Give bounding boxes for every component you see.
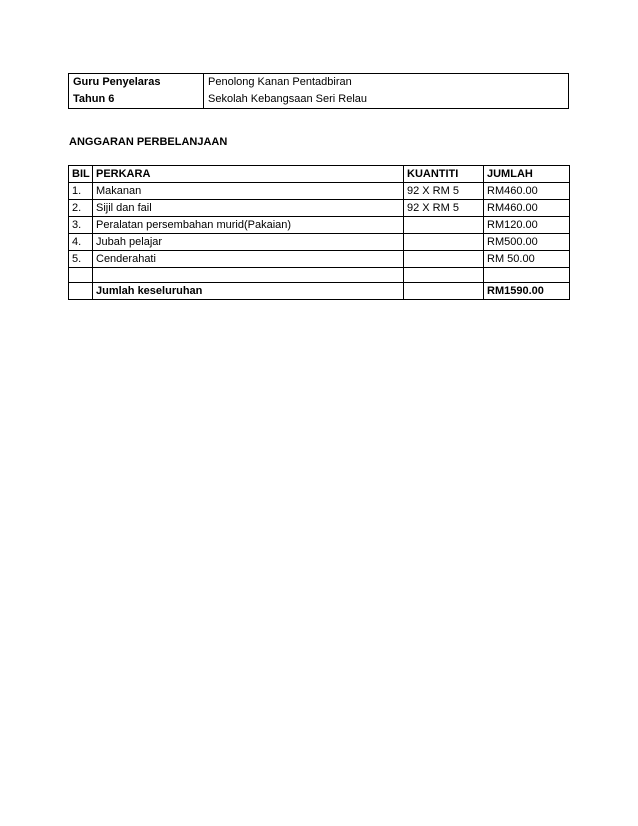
- table-row: [69, 251, 570, 268]
- cell-perkara: Peralatan persembahan murid(Pakaian): [93, 217, 404, 234]
- coordinator-year: Tahun 6: [73, 93, 115, 105]
- total-value: RM1590.00: [484, 283, 570, 300]
- column-header-perkara: PERKARA: [93, 166, 404, 183]
- blank-cell: [404, 283, 484, 300]
- blank-cell: [404, 268, 484, 283]
- cell-kuantiti: 92 X RM 5: [404, 183, 484, 200]
- cell-kuantiti: [404, 251, 484, 268]
- total-label: Jumlah keseluruhan: [93, 283, 404, 300]
- cell-bil: 3.: [69, 217, 93, 234]
- signatory-right-cell: [204, 74, 569, 109]
- column-header-jumlah: JUMLAH: [484, 166, 570, 183]
- cell-perkara: Sijil dan fail: [93, 200, 404, 217]
- cell-jumlah: RM120.00: [484, 217, 570, 234]
- cell-perkara: Makanan: [93, 183, 404, 200]
- total-row: [69, 283, 570, 300]
- blank-cell: [484, 268, 570, 283]
- school-name: Sekolah Kebangsaan Seri Relau: [208, 93, 368, 105]
- assistant-principal-title: Penolong Kanan Pentadbiran: [208, 76, 352, 88]
- blank-row: [69, 268, 570, 283]
- table-row: [69, 217, 570, 234]
- table-row: [69, 183, 570, 200]
- signatory-row: [69, 74, 569, 109]
- blank-cell: [69, 268, 93, 283]
- cell-jumlah: RM460.00: [484, 200, 570, 217]
- cell-perkara: Jubah pelajar: [93, 234, 404, 251]
- budget-table: [68, 165, 570, 300]
- cell-jumlah: RM500.00: [484, 234, 570, 251]
- cell-jumlah: RM460.00: [484, 183, 570, 200]
- table-row: [69, 200, 570, 217]
- cell-bil: 4.: [69, 234, 93, 251]
- cell-kuantiti: [404, 234, 484, 251]
- cell-bil: 1.: [69, 183, 93, 200]
- section-title: ANGGARAN PERBELANJAAN: [69, 136, 228, 148]
- cell-kuantiti: 92 X RM 5: [404, 200, 484, 217]
- column-header-kuantiti: KUANTITI: [404, 166, 484, 183]
- coordinator-title: Guru Penyelaras: [73, 76, 161, 88]
- blank-cell: [93, 268, 404, 283]
- cell-bil: 2.: [69, 200, 93, 217]
- blank-cell: [69, 283, 93, 300]
- signatory-table: [68, 73, 569, 109]
- cell-jumlah: RM 50.00: [484, 251, 570, 268]
- column-header-bil: BIL: [69, 166, 93, 183]
- cell-perkara: Cenderahati: [93, 251, 404, 268]
- table-row: [69, 234, 570, 251]
- cell-kuantiti: [404, 217, 484, 234]
- table-header-row: [69, 166, 570, 183]
- signatory-left-cell: [69, 74, 204, 109]
- cell-bil: 5.: [69, 251, 93, 268]
